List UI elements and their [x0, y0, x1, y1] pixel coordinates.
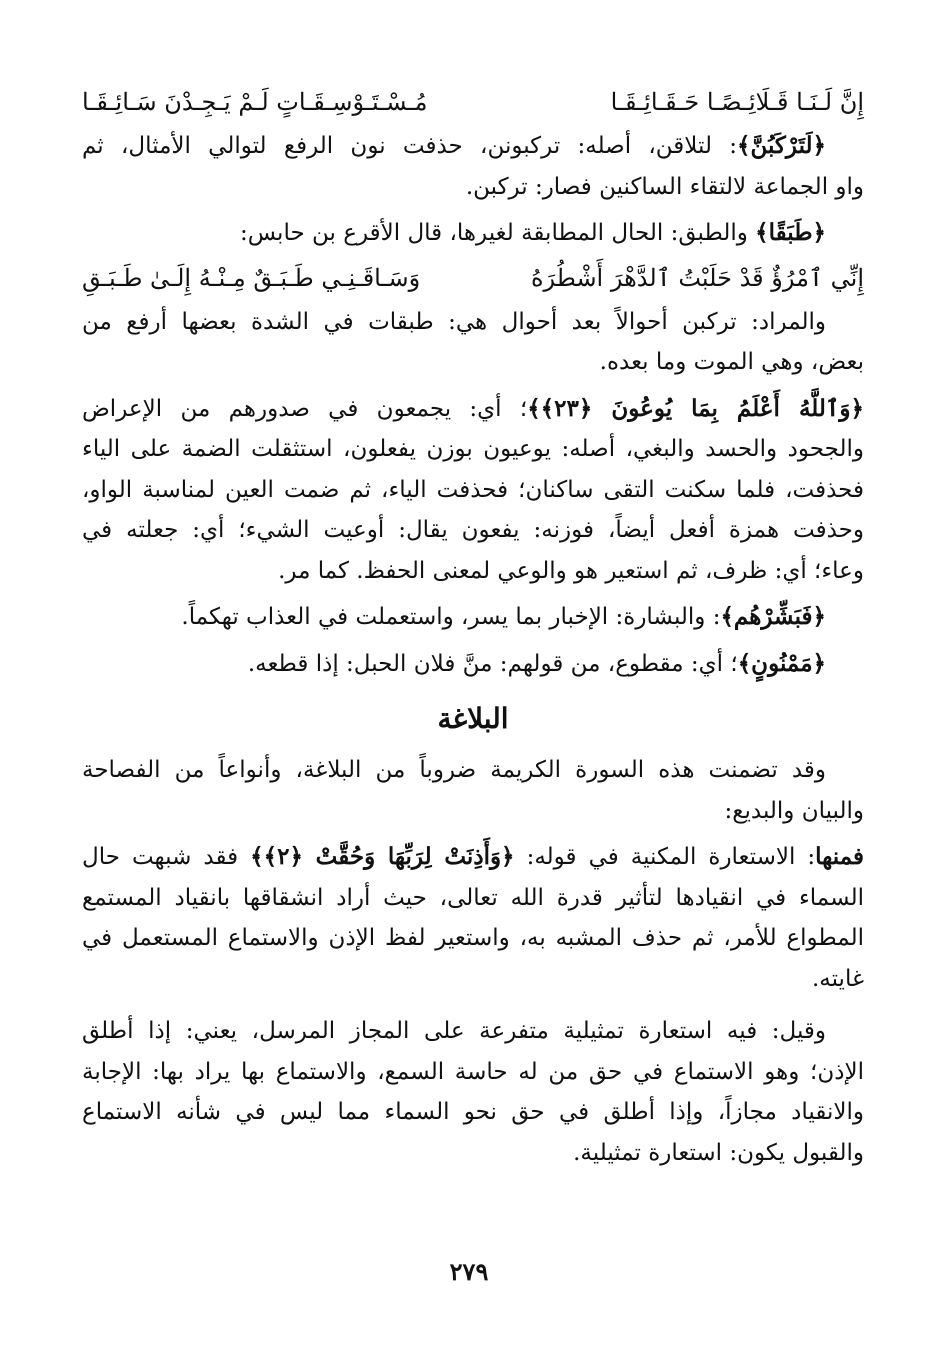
paragraph-line: بعض، وهي الموت وما بعده.: [599, 349, 864, 375]
paragraph-line: الإذن؛ وهو الاستماع في حق من له حاسة السمع، والاستماع بها يراد بها: الإجابة: [82, 1058, 864, 1085]
quran-quote: ﴿وَٱللَّهُ أَعْلَمُ بِمَا يُوعُونَ ﴿٢٣﴾﴾: [527, 394, 864, 422]
paragraph-text: : والبشارة: الإخبار بما يسر، واستعملت في العذاب تهكماً.: [181, 604, 721, 630]
paragraph-line: وحذفت همزة أفعل أيضاً، فوزنه: يفعون يقال: أوعيت الشيء؛ أي: جعلته في: [82, 517, 864, 543]
quran-quote: ﴿لَتَرْكَبُنَّ﴾: [737, 132, 826, 159]
verse-first-hemistich: إِنَّ لَـنَـا قَـلَائِـصًـا حَـقَـائِـقَـا: [610, 88, 864, 116]
paragraph-line: والمراد: تركبن أحوالاً بعد أحوال هي: طبقات في الشدة بعضها أرفع من: [82, 308, 826, 335]
paragraph-line: والبيان والبديع:: [724, 797, 864, 824]
quran-quote: ﴿طَبَقًا﴾: [755, 219, 826, 246]
poetry-verse: [82, 78, 864, 126]
paragraph-line: [82, 837, 864, 878]
paragraph-text: : الاستعارة المكنية في قوله:: [514, 844, 816, 870]
paragraph-line: [82, 389, 864, 430]
paragraph-line: فحذفت، فلما سكنت التقى ساكنان؛ فحذفت الياء، ثم ضمت العين لمناسبة الواو،: [82, 476, 864, 503]
quran-quote: ﴿وَأَذِنَتْ لِرَبِّهَا وَحُقَّتْ ﴿٢﴾﴾: [250, 843, 515, 870]
page-number: ٢٧٩: [449, 1257, 489, 1286]
paragraph-text: : لتلاقن، أصله: تركبونن، حذفت نون الرفع لتوالي الأمثال، ثم: [82, 133, 737, 159]
paragraph-line: غايته.: [811, 965, 864, 992]
paragraph-text: والطبق: الحال المطابقة لغيرها، قال الأقرع بن حابس:: [239, 220, 756, 246]
paragraph-line: وقيل: فيه استعارة تمثيلية متفرعة على المجاز المرسل، يعني: إذا أطلق: [82, 1018, 826, 1044]
quran-quote: ﴿مَمْنُونٍ﴾: [737, 649, 826, 677]
quran-quote: ﴿فَبَشِّرْهُم﴾: [720, 603, 826, 630]
paragraph-line: واو الجماعة لالتقاء الساكنين فصار: تركبن.: [465, 173, 864, 200]
paragraph-text: فقد شبهت حال: [82, 844, 251, 870]
paragraph-line: وعاء؛ أي: ظرف، ثم استعير هو والوعي لمعنى الحفظ. كما مر.: [278, 557, 864, 584]
page-body: [82, 78, 864, 1173]
paragraph-line: السماء في انقيادها لتأثير قدرة الله تعالى، حيث أراد انشقاقها بانقياد المستمع: [82, 884, 864, 911]
paragraph-line: [82, 213, 864, 254]
paragraph-line: [82, 126, 864, 167]
section-heading: البلاغة: [437, 702, 509, 735]
verse-second-hemistich: مُـسْـتَـوْسِـقَـاتٍ لَـمْ يَـجِـدْنَ سَـائِـقَـا: [82, 88, 428, 116]
paragraph-line: [82, 644, 864, 685]
paragraph-line: والجحود والحسد والبغي، أصله: يوعيون بوزن يفعلون، استثقلت الضمة على الياء: [82, 436, 864, 462]
bold-keyword: فمنها: [815, 843, 864, 870]
poetry-verse: [82, 254, 864, 302]
paragraph-text: ؛ أي: يجمعون في صدورهم من الإعراض: [82, 395, 528, 422]
paragraph-text: ؛ أي: مقطوع، من قولهم: منَّ فلان الحبل: إذا قطعه.: [247, 650, 738, 677]
paragraph-line: والانقياد مجازاً، وإذا أطلق في حق نحو السماء مما ليس في شأنه الاستماع: [82, 1099, 864, 1125]
verse-first-hemistich: إِنِّي ٱمْرُؤٌ قَدْ حَلَبْتُ ٱلدَّهْرَ أَشْطُرَهُ: [530, 263, 864, 292]
verse-second-hemistich: وَسَـاقَـنِـي طَـبَـقٌ مِـنْـهُ إِلَـىٰ طَـبَـقِ: [82, 263, 421, 292]
paragraph-line: والقبول يكون: استعارة تمثيلية.: [573, 1139, 864, 1166]
paragraph-line: [82, 597, 864, 638]
paragraph-line: وقد تضمنت هذه السورة الكريمة ضروباً من البلاغة، وأنواعاً من الفصاحة: [82, 757, 826, 783]
paragraph-line: المطواع للأمر، ثم حذف المشبه به، واستعير لفظ الإذن والاستماع المستعمل في: [82, 925, 864, 951]
